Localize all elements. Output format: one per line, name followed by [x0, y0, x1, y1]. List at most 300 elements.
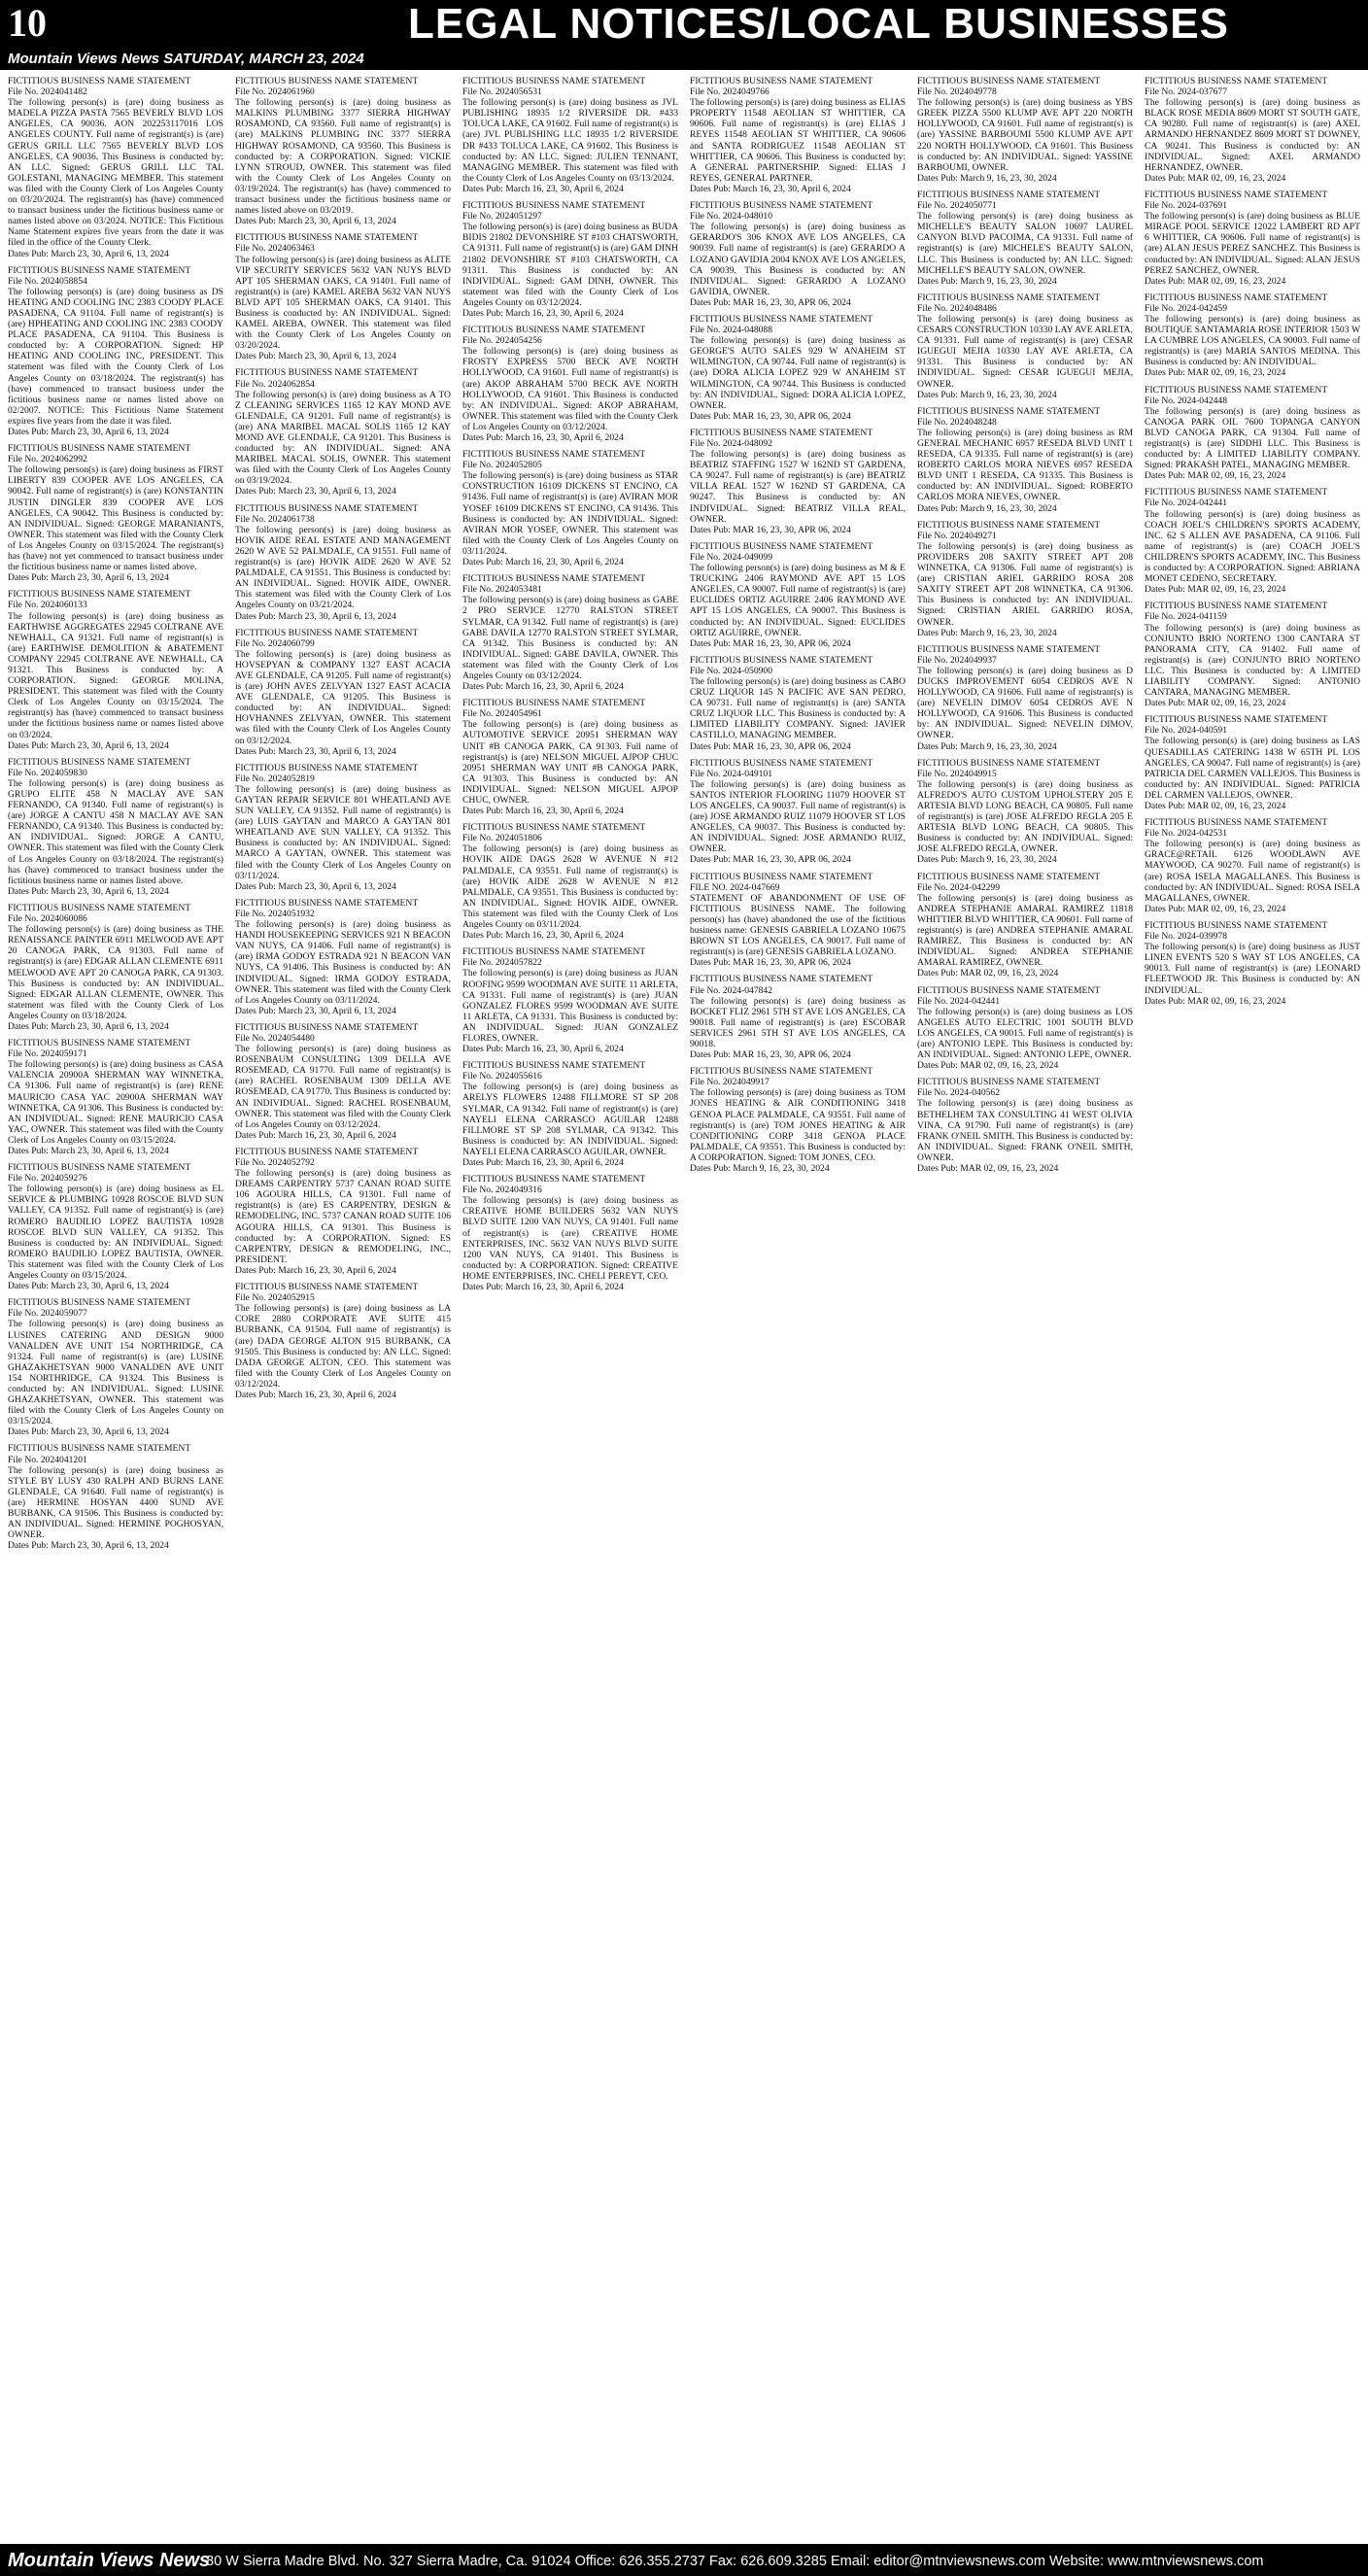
- notice-body: The following person(s) is (are) doing business as LA CORE 2880 CORPORATE AVE SUITE 415 BURBANK, CA 91504. Full name of registrant(s) is (are) DADA GEORGE ALTON 915 BURBANK, CA 91505. This Business is conducted by: AN LLC. Signed: DADA GEORGE ALTON, CEO. This statement was filed with the County Clerk of Los Angeles County on 03/12/2024.: [235, 1303, 451, 1390]
- notice-file-number: File No. 2024059171: [8, 1048, 87, 1060]
- notice-body: The following person(s) is (are) doing business as EL SERVICE & PLUMBING 10928 ROSCOE BLVD SUN VALLEY, CA 91352. Full name of registrant(s) is (are) ROMERO BAUDILIO LOPEZ BAUTISTA 10928 ROSCOE BLVD SUN VALLEY, CA 91352. This Business is conducted by: AN INDIVIDUAL. Signed: ROMERO BAUDILIO LOPEZ BAUTISTA, OWNER. This statement was filed with the County Clerk of Los Angeles County on 03/15/2024.: [8, 1184, 223, 1282]
- notice-heading: FICTITIOUS BUSINESS NAME STATEMENT: [235, 1282, 419, 1293]
- notice-file-number: File No. 2024052805: [462, 460, 542, 471]
- notice-file-number: File No. 2024055616: [462, 1071, 542, 1082]
- notice-publication-dates: Dates Pub: March 9, 16, 23, 30, 2024: [917, 389, 1057, 400]
- notice-publication-dates: Dates Pub: March 16, 23, 30, April 6, 2024: [235, 1264, 396, 1276]
- footer-contact-info: 80 W Sierra Madre Blvd. No. 327 Sierra Madre, Ca. 91024 Office: 626.355.2737 Fax: 626.609.3285 Email: editor@mtnviewsnews.com Website: www.mtnviewsnews.com: [206, 2554, 1264, 2569]
- notice-heading: FICTITIOUS BUSINESS NAME STATEMENT: [1145, 714, 1328, 726]
- notice-publication-dates: Dates Pub: March 23, 30, April 6, 13, 2024: [235, 880, 396, 892]
- notice-publication-dates: Dates Pub: March 16, 23, 30, April 6, 2024: [462, 930, 624, 942]
- notice-heading: FICTITIOUS BUSINESS NAME STATEMENT: [235, 232, 419, 244]
- legal-notice: [1145, 817, 1360, 914]
- notice-file-number: File No. 2024041201: [8, 1454, 87, 1465]
- notice-file-number: File No. 2024-042531: [1145, 828, 1228, 840]
- notice-body: The following person(s) is (are) doing business as MALKINS PLUMBING 3377 SIERRA HIGHWAY ROSAMOND, CA 93560. Full name of registrant(s) is (are) MALKINS PLUMBING INC 3377 SIERRA HIGHWAY ROSAMOND, CA 93560. This Business is conducted by: A CORPORATION. Signed: VICKIE LYNN STROUD, OWNER. This statement was filed with the County Clerk of Los Angeles County on 03/19/2024. The registrant(s) has (have) commenced to transact business under the fictitious business name or names listed above on 03/2019.: [235, 97, 451, 217]
- legal-notice: [462, 1174, 678, 1292]
- notice-file-number: File No. 2024061960: [235, 86, 315, 98]
- legal-notice: [235, 1147, 451, 1276]
- legal-notice: [690, 758, 906, 866]
- notice-body: The following person(s) is (are) doing business as BLUE MIRAGE POOL SERVICE 12022 LAMBERT RD APT 6 WHITTIER, CA 90606. Full name of registrant(s) is (are) ALAN JESUS PEREZ SANCHEZ. This Business is conducted by: AN INDIVIDUAL. Signed: ALAN JESUS PEREZ SANCHEZ, OWNER.: [1145, 211, 1360, 276]
- notice-body: The following person(s) is (are) doing business as DREAMS CARPENTRY 5737 CANAN ROAD SUITE 106 AGOURA HILLS, CA 91301. Full name of registrant(s) is (are) ES CARPENTRY, DESIGN & REMODELING, INC. 5737 CANAN ROAD SUITE 106 AGOURA HILLS, CA 91301. This Business is conducted by: A CORPORATION. Signed: ES CARPENTRY, DESIGN & REMODELING, INC., PRESIDENT.: [235, 1168, 451, 1265]
- notice-file-number: File No. 2024059830: [8, 767, 87, 778]
- notice-body: The following person(s) is (are) doing business as BOUTIQUE SANTAMARIA ROSE INTERIOR 1503 W LA CUMBRE LOS ANGELES, CA 90003. Full name of registrant(s) is (are) MARIA SANTOS MEDINA. This Business is conducted by: AN INDIVIDUAL.: [1145, 313, 1360, 368]
- legal-notice: [8, 589, 223, 750]
- legal-notice: [462, 76, 678, 194]
- masthead: [0, 0, 1368, 70]
- notice-body: The following person(s) is (are) doing business as DS HEATING AND COOLING INC 2383 COODY PLACE PASADENA, CA 91104. Full name of registrant(s) is (are) HPHEATING AND COOLING INC 2383 COODY PLACE PASADENA, CA 91104. This Business is conducted by: A CORPORATION. Signed: HP HEATING AND COOLING INC, PRESIDENT. This statement was filed with the County Clerk of Los Angeles County on 03/18/2024. The registrant(s) has (have) commenced to transact business under the fictitious business name or names listed above on 02/2007. NOTICE: This Fictitious Name Statement expires five years from the date it was filed.: [8, 286, 223, 427]
- notice-file-number: File No. 2024060799: [235, 637, 315, 649]
- notice-body: The following person(s) is (are) doing business as BUDA BIDIS 21802 DEVONSHIRE ST #103 CHATSWORTH, CA 91311. Full name of registrant(s) is (are) GAM DINH 21802 DEVONSHIRE ST #103 CHATSWORTH, CA 91311. This Business is conducted by: AN INDIVIDUAL. Signed: GAM DINH, OWNER. This statement was filed with the County Clerk of Los Angeles County on 03/12/2024.: [462, 222, 678, 308]
- notice-heading: FICTITIOUS BUSINESS NAME STATEMENT: [1145, 817, 1328, 829]
- notice-file-number: File No. 2024057822: [462, 957, 542, 969]
- legal-notice: [8, 1038, 223, 1156]
- notice-file-number: File No. 2024041482: [8, 86, 87, 98]
- notice-file-number: File No. 2024048486: [917, 302, 997, 314]
- notice-file-number: File No. 2024049316: [462, 1185, 542, 1196]
- notice-body: The following person(s) is (are) doing business as ELIAS PROPERTY 11548 AEOLIAN ST WHITTIER, CA 90606. Full name of registrant(s) is (are) ELIAS J REYES 11548 AEOLIAN ST WHITTIER, CA 90606 and SANTA RODRIGUEZ 11548 AEOLIAN ST WHITTIER, CA 90606. This Business is conducted by: A GENERAL PARTNERSHIP. Signed: ELIAS J REYES, GENERAL PARTNER.: [690, 97, 906, 184]
- notice-heading: FICTITIOUS BUSINESS NAME STATEMENT: [690, 313, 873, 325]
- notice-publication-dates: Dates Pub: March 16, 23, 30, April 6, 2024: [462, 1044, 624, 1055]
- notice-file-number: File No. 2024051932: [235, 908, 315, 919]
- notice-heading: FICTITIOUS BUSINESS NAME STATEMENT: [462, 822, 646, 834]
- footer-publication-name: Mountain Views News: [8, 2550, 211, 2571]
- notice-publication-dates: Dates Pub: MAR 02, 09, 16, 23, 2024: [1145, 172, 1286, 184]
- notice-heading: FICTITIOUS BUSINESS NAME STATEMENT: [8, 1443, 191, 1455]
- legal-notice: [8, 903, 223, 1032]
- notice-file-number: File No. 2024-047842: [690, 984, 773, 996]
- notice-body: The following person(s) is (are) doing business as CABO CRUZ LIQUOR 145 N PACIFIC AVE SAN PEDRO, CA 90731. Full name of registrant(s) is (are) SANTA CRUZ LIQUOR LLC. This Business is conducted by: A LIMITED LIABILITY COMPANY. Signed: JAVIER CASTILLO, MANAGING MEMBER.: [690, 675, 906, 741]
- notice-file-number: File No. 2024063463: [235, 243, 315, 255]
- notice-publication-dates: Dates Pub: March 16, 23, 30, April 6, 2024: [462, 307, 624, 319]
- notice-heading: FICTITIOUS BUSINESS NAME STATEMENT: [690, 871, 873, 882]
- legal-notice: [462, 698, 678, 816]
- notice-body: The following person(s) is (are) doing business as STYLE BY LUSY 430 RALPH AND BURNS LANE GLENDALE, CA 91640. Full name of registrant(s) is (are) HERMINE HOSYAN 4400 SUND AVE BURBANK, CA 91506. This Business is conducted by: AN INDIVIDUAL. Signed: HERMINE POGHOSYAN, OWNER.: [8, 1464, 223, 1541]
- notice-heading: FICTITIOUS BUSINESS NAME STATEMENT: [462, 946, 646, 958]
- legal-notice: [917, 406, 1133, 514]
- notice-file-number: File No. 2024054480: [235, 1032, 315, 1044]
- notice-heading: FICTITIOUS BUSINESS NAME STATEMENT: [1145, 487, 1328, 498]
- notice-heading: FICTITIOUS BUSINESS NAME STATEMENT: [1145, 292, 1328, 303]
- notice-heading: FICTITIOUS BUSINESS NAME STATEMENT: [690, 974, 873, 985]
- notice-heading: FICTITIOUS BUSINESS NAME STATEMENT: [8, 589, 191, 601]
- legal-notice: [8, 265, 223, 438]
- notice-publication-dates: Dates Pub: March 23, 30, April 6, 13, 2024: [235, 486, 396, 498]
- notice-publication-dates: Dates Pub: March 23, 30, April 6, 13, 2024: [8, 1281, 169, 1292]
- notice-heading: FICTITIOUS BUSINESS NAME STATEMENT: [917, 871, 1101, 882]
- legal-notice: [8, 1162, 223, 1291]
- notice-publication-dates: Dates Pub: MAR 16, 23, 30, APR 06, 2024: [690, 410, 851, 422]
- notice-publication-dates: Dates Pub: MAR 02, 09, 16, 23, 2024: [1145, 470, 1286, 482]
- notice-file-number: File No. 2024054961: [462, 708, 542, 720]
- notice-file-number: File No. 2024-039978: [1145, 931, 1228, 943]
- notice-body: The following person(s) is (are) doing business as HOVIK AIDE REAL ESTATE AND MANAGEMENT 2620 W AVE 52 PALMDALE, CA 91551. Full name of registrant(s) is (are) HOVIK AIDE 2620 W AVE 52 PALMDALE, CA 91551. This Business is conducted by: AN INDIVIDUAL. Signed: HOVIK AIDE, OWNER. This statement was filed with the County Clerk of Los Angeles County on 03/21/2024.: [235, 524, 451, 611]
- notice-body: The following person(s) is (are) doing business as GRUPO ELITE 458 N MACLAY AVE SAN FERNANDO, CA 91340. Full name of registrant(s) is (are) JORGE A CANTU 458 N MACLAY AVE SAN FERNANDO, CA 91340. This Business is conducted by: AN INDIVIDUAL. Signed: JORGE A CANTU, OWNER. This statement was filed with the County Clerk of Los Angeles County on 03/18/2024. The registrant(s) has (have) commenced to transact business under the fictitious business name or names listed above.: [8, 777, 223, 886]
- notice-body: The following person(s) is (are) doing business as ANDREA STEPHANIE AMARAL RAMIREZ 11818 WHITTIER BLVD WHITTIER, CA 90601. Full name of registrant(s) is (are) ANDREA STEPHANIE AMARAL RAMIREZ. This Business is conducted by: AN INDIVIDUAL. Signed: ANDREA STEPHANIE AMARAL RAMIREZ, OWNER.: [917, 892, 1133, 969]
- page-number: 10: [8, 1, 47, 45]
- column-2: [235, 76, 451, 2536]
- legal-notice: [690, 314, 906, 422]
- notice-file-number: File No. 2024056531: [462, 86, 542, 98]
- legal-notice: [690, 541, 906, 649]
- notice-file-number: File No. 2024049937: [917, 654, 997, 666]
- notice-publication-dates: Dates Pub: MAR 02, 09, 16, 23, 2024: [1145, 698, 1286, 709]
- legal-notice: [917, 292, 1133, 400]
- notice-body: The following person(s) is (are) doing business as BOCKET FLIZ 2961 5TH ST AVE LOS ANGELES, CA 90018. Full name of registrant(s) is (are) ESCOBAR SERVICES 2961 5TH ST AVE LOS ANGELES, CA 90018.: [690, 995, 906, 1049]
- notice-body: The following person(s) is (are) doing business as LOS ANGELES AUTO ELECTRIC 1001 SOUTH BLVD LOS ANGELES, CA 90015. Full name of registrant(s) is (are) ANTONIO LEPE. This Business is conducted by: AN INDIVIDUAL. Signed: ANTONIO LEPE, OWNER.: [917, 1006, 1133, 1061]
- notice-file-number: File No. 2024049778: [917, 86, 997, 98]
- legal-notice: [1145, 601, 1360, 708]
- notice-body: The following person(s) is (are) doing business as CANOGA PARK OIL 7600 TOPANGA CANYON BLVD CANOGA PARK, CA 91304. Full name of registrant(s) is (are) SIDDHI LLC. This Business is conducted by: A LIMITED LIABILITY COMPANY. Signed: PRAKASH PATEL, MANAGING MEMBER.: [1145, 405, 1360, 471]
- notice-file-number: File No. 2024049271: [917, 530, 997, 541]
- notice-publication-dates: Dates Pub: MAR 16, 23, 30, APR 06, 2024: [690, 524, 851, 535]
- notice-file-number: File No. 2024-037691: [1145, 200, 1228, 212]
- notice-publication-dates: Dates Pub: March 9, 16, 23, 30, 2024: [917, 627, 1057, 638]
- notice-heading: FICTITIOUS BUSINESS NAME STATEMENT: [690, 200, 873, 212]
- notice-body: The following person(s) is (are) doing business as HOVIK AIDE DAGS 2628 W AVENUE N #12 PALMDALE, CA 93551. Full name of registrant(s) is (are) HOVIK AIDE 2628 W AVENUE N #12 PALMDALE, CA 93551. This Business is conducted by: AN INDIVIDUAL. Signed: HOVIK AIDE, OWNER. This statement was filed with the County Clerk of Los Angeles County on 03/11/2024.: [462, 843, 678, 931]
- notice-publication-dates: Dates Pub: March 23, 30, April 6, 13, 2024: [8, 1540, 169, 1552]
- legal-notice: [690, 872, 906, 969]
- section-title: LEGAL NOTICES/LOCAL BUSINESSES: [408, 0, 1229, 48]
- notice-file-number: File No. 2024050771: [917, 200, 997, 212]
- notice-publication-dates: Dates Pub: March 23, 30, April 6, 13, 2024: [235, 1005, 396, 1016]
- notice-heading: FICTITIOUS BUSINESS NAME STATEMENT: [235, 762, 419, 773]
- notice-file-number: File No. 2024051297: [462, 211, 542, 223]
- notice-heading: FICTITIOUS BUSINESS NAME STATEMENT: [1145, 919, 1328, 931]
- legal-notice: [917, 644, 1133, 752]
- notice-body: The following person(s) is (are) doing business as ARELYS FLOWERS 12488 FILLMORE ST SP 208 SYLMAR, CA 91342. Full name of registrant(s) is (are) NAYELI ELENA CARRASCO AGUILAR 12488 FILLMORE ST SP 208 SYLMAR, CA 91342. This Business is conducted by: AN INDIVIDUAL. Signed: NAYELI ELENA CARRASCO AGUILAR, OWNER.: [462, 1082, 678, 1157]
- legal-notice: [917, 520, 1133, 638]
- notice-file-number: File No. 2024054256: [462, 335, 542, 347]
- notice-body: The following person(s) is (are) doing business as GAYTAN REPAIR SERVICE 801 WHEATLAND AVE SUN VALLEY, CA 91352. Full name of registrant(s) is (are) LUIS GAYTAN and MARCO A GAYTAN 801 WHEATLAND AVE SUN VALLEY, CA 91352. This Business is conducted by: AN INDIVIDUAL. Signed: MARCO A GAYTAN, OWNER. This statement was filed with the County Clerk of Los Angeles County on 03/11/2024.: [235, 783, 451, 881]
- legal-notice: [917, 76, 1133, 184]
- notice-publication-dates: Dates Pub: March 23, 30, April 6, 13, 2024: [8, 248, 169, 259]
- notice-publication-dates: Dates Pub: March 9, 16, 23, 30, 2024: [917, 854, 1057, 866]
- notice-body: The following person(s) is (are) doing business as EARTHWISE AGGREGATES 22945 COLTRANE AVE NEWHALL, CA 91321. Full name of registrant(s) is (are) EARTHWISE DEMOLITION & ABATEMENT COMPANY 22945 COLTRANE AVE NEWHALL, CA 91321. This Business is conducted by: A CORPORATION. Signed: GEORGE MOLINA, PRESIDENT. This statement was filed with the County Clerk of Los Angeles County on 03/15/2024. The registrant(s) has (have) commenced to transact business under the fictitious business name or names listed above on 03/2024.: [8, 610, 223, 740]
- notice-heading: FICTITIOUS BUSINESS NAME STATEMENT: [462, 698, 646, 709]
- notice-body: The following person(s) is (are) doing business as ROSENBAUM CONSULTING 1309 DELLA AVE ROSEMEAD, CA 91770. Full name of registrant(s) is (are) RACHEL ROSENBAUM 1309 DELLA AVE ROSEMEAD, CA 91770. This Business is conducted by: AN INDIVIDUAL. Signed: RACHEL ROSENBAUM, OWNER. This statement was filed with the County Clerk of Los Angeles County on 03/12/2024.: [235, 1044, 451, 1130]
- notice-heading: FICTITIOUS BUSINESS NAME STATEMENT: [8, 902, 191, 913]
- notice-heading: FICTITIOUS BUSINESS NAME STATEMENT: [690, 76, 873, 86]
- notice-heading: FICTITIOUS BUSINESS NAME STATEMENT: [462, 325, 646, 336]
- notice-heading: FICTITIOUS BUSINESS NAME STATEMENT: [917, 76, 1101, 86]
- legal-notice: [235, 628, 451, 757]
- notice-heading: FICTITIOUS BUSINESS NAME STATEMENT: [8, 264, 191, 276]
- notice-publication-dates: Dates Pub: March 16, 23, 30, April 6, 2024: [690, 183, 851, 194]
- legal-notice: [462, 946, 678, 1054]
- legal-notice: [235, 763, 451, 892]
- notice-heading: FICTITIOUS BUSINESS NAME STATEMENT: [8, 756, 191, 768]
- notice-file-number: File No. 2024051806: [462, 833, 542, 844]
- legal-notice: [1145, 292, 1360, 379]
- notice-body: The following person(s) is (are) doing business as CESARS CONSTRUCTION 10330 LAY AVE ARLETA, CA 91331. Full name of registrant(s) is (are) CESAR IGUEGUI MEJIA 10330 LAY AVE ARLETA, CA 91331. This Business is conducted by: AN INDIVIDUAL. Signed: CESAR IGUEGUI MEJIA, OWNER.: [917, 313, 1133, 390]
- notice-body: The following person(s) is (are) doing business as HANDI HOUSEKEEPING SERVICES 921 N BEACON VAN NUYS, CA 91406. Full name of registrant(s) is (are) IRMA GODOY ESTRADA 921 N BEACON VAN NUYS, CA 91406. This Business is conducted by: AN INDIVIDUAL. Signed: IRMA GODOY ESTRADA, OWNER. This statement was filed with the County Clerk of Los Angeles County on 03/11/2024.: [235, 919, 451, 1006]
- notice-heading: FICTITIOUS BUSINESS NAME STATEMENT: [917, 757, 1101, 769]
- notice-file-number: File No. 2024062854: [235, 378, 315, 390]
- legal-notice: [462, 573, 678, 692]
- notice-body: The following person(s) is (are) doing business as FIRST LIBERTY 839 COOPER AVE LOS ANGELES, CA 90042. Full name of registrant(s) is (are) KONSTANTIN JUSTIN DINGLER 839 COOPER AVE LOS ANGELES, CA 90042. This Business is conducted by: AN INDIVIDUAL. Signed: GEORGE MARANIANTS, OWNER. This statement was filed with the County Clerk of Los Angeles County on 03/15/2024. The registrant(s) has (have) not yet commenced to transact business under the fictitious business name or names listed above.: [8, 464, 223, 573]
- notice-publication-dates: Dates Pub: March 23, 30, April 6, 13, 2024: [8, 1020, 169, 1032]
- notice-file-number: File No. 2024-041159: [1145, 611, 1227, 623]
- notice-body: The following person(s) is (are) doing business as AUTOMOTIVE SERVICE 20951 SHERMAN WAY UNIT #B CANOGA PARK, CA 91303. Full name of registrant(s) is (are) NELSON MIGUEL AJPOP CHUC 20951 SHERMAN WAY UNIT #B CANOGA PARK, CA 91303. This Business is conducted by: AN INDIVIDUAL. Signed: NELSON MIGUEL AJPOP CHUC, OWNER.: [462, 719, 678, 806]
- notice-heading: FICTITIOUS BUSINESS NAME STATEMENT: [690, 427, 873, 438]
- notice-file-number: File No. 2024-040591: [1145, 725, 1228, 737]
- legal-notice: [462, 325, 678, 443]
- notice-body: The following person(s) is (are) doing business as YBS GREEK PIZZA 5500 KLUMP AVE APT 220 NORTH HOLLYWOOD, CA 91601. Full name of registrant(s) is (are) YASSINE BARBOUMI 5500 KLUMP AVE APT 220 NORTH HOLLYWOOD, CA 91601. This Business is conducted by: AN INDIVIDUAL. Signed: YASSINE BARBOUMI, OWNER.: [917, 97, 1133, 173]
- notice-heading: FICTITIOUS BUSINESS NAME STATEMENT: [1145, 601, 1328, 612]
- notice-heading: FICTITIOUS BUSINESS NAME STATEMENT: [690, 654, 873, 666]
- notice-file-number: File No. 2024-042459: [1145, 302, 1228, 314]
- notice-publication-dates: Dates Pub: MAR 16, 23, 30, APR 06, 2024: [690, 1049, 851, 1061]
- notice-heading: FICTITIOUS BUSINESS NAME STATEMENT: [8, 1297, 191, 1309]
- notice-publication-dates: Dates Pub: March 23, 30, April 6, 13, 2024: [235, 745, 396, 757]
- notice-file-number: File No. 2024049915: [917, 768, 997, 779]
- notice-file-number: File No. 2024-049101: [690, 768, 773, 779]
- notice-file-number: File No. 2024052915: [235, 1292, 315, 1304]
- notice-body: The following person(s) is (are) doing business as COACH JOEL'S CHILDREN'S SPORTS ACADEMY, INC. 62 S ALLEN AVE PASADENA, CA 91106. Full name of registrant(s) is (are) COACH JOEL'S CHILDREN'S SPORTS ACADEMY, INC. This Business is conducted by: A CORPORATION. Signed: ABRIANA MONET CEDENO, SECRETARY.: [1145, 508, 1360, 585]
- notice-body: The following person(s) is (are) doing business as FROSTY EXPRESS 5700 BECK AVE NORTH HOLLYWOOD, CA 91601. Full name of registrant(s) is (are) AKOP ABRAHAM 5700 BECK AVE NORTH HOLLYWOOD, CA 91601. This Business is conducted by: AN INDIVIDUAL. Signed: AKOP ABRAHAM, OWNER. This statement was filed with the County Clerk of Los Angeles County on 03/12/2024.: [462, 346, 678, 432]
- legal-notice: [8, 757, 223, 897]
- notice-publication-dates: Dates Pub: March 16, 23, 30, April 6, 2024: [462, 681, 624, 693]
- notice-publication-dates: Dates Pub: March 9, 16, 23, 30, 2024: [917, 172, 1057, 184]
- notice-body: STATEMENT OF ABANDONMENT OF USE OF FICTITIOUS BUSINESS NAME. The following person(s) has (have) abandoned the use of the fictitious business name: GENESIS GABRIELA LOZANO 10675 BROWN ST LOS ANGELES, CA 90017. Full name of registrant(s) is (are) GENESIS GABRIELA LOZANO.: [690, 892, 906, 958]
- notice-heading: FICTITIOUS BUSINESS NAME STATEMENT: [8, 443, 191, 455]
- notice-body: The following person(s) is (are) doing business as LUSINES CATERING AND DESIGN 9000 VANALDEN AVE UNIT 154 NORTHRIDGE, CA 91324. Full name of registrant(s) is (are) LUSINE GHAZAKHETSYAN 9000 VANALDEN AVE UNIT 154 NORTHRIDGE, CA 91324. This Business is conducted by: AN INDIVIDUAL. Signed: LUSINE GHAZAKHETSYAN, OWNER. This statement was filed with the County Clerk of Los Angeles County on 03/15/2024.: [8, 1319, 223, 1427]
- notice-publication-dates: Dates Pub: MAR 02, 09, 16, 23, 2024: [917, 1163, 1059, 1174]
- notices-columns: [8, 76, 1360, 2536]
- notice-body: The following person(s) is (are) doing business as HOVSEPYAN & COMPANY 1327 EAST ACACIA AVE GLENDALE, CA 91205. Full name of registrant(s) is (are) JOHN AVES ZELVYAN 1327 EAST ACACIA AVE GLENDALE, CA 91205. This Business is conducted by: AN INDIVIDUAL. Signed: HOVHANNES ZELVYAN, OWNER. This statement was filed with the County Clerk of Los Angeles County on 03/12/2024.: [235, 648, 451, 746]
- legal-notice: [235, 76, 451, 226]
- notice-file-number: File No. 2024060086: [8, 913, 87, 925]
- notice-file-number: File No. 2024-048010: [690, 211, 773, 223]
- notice-heading: FICTITIOUS BUSINESS NAME STATEMENT: [917, 1077, 1101, 1088]
- notice-file-number: File No. 2024-040562: [917, 1087, 1001, 1099]
- legal-notice: [462, 449, 678, 567]
- notice-publication-dates: Dates Pub: March 16, 23, 30, April 6, 2024: [462, 557, 624, 568]
- notice-body: The following person(s) is (are) doing business as A TO Z CLEANING SERVICES 1165 12 KAY MOND AVE GLENDALE, CA 91201. Full name of registrant(s) is (are) ANA MARIBEL MACAL SOLIS 1165 12 KAY MOND AVE GLENDALE, CA 91201. This Business is conducted by: AN INDIVIDUAL. Signed: ANA MARIBEL MACAL SOLIS, OWNER. This statement was filed with the County Clerk of Los Angeles County on 03/19/2024.: [235, 389, 451, 487]
- legal-notice: [1145, 76, 1360, 184]
- notice-body: The following person(s) is (are) doing business as CREATIVE HOME BUILDERS 5632 VAN NUYS BLVD SUITE 1200 VAN NUYS, CA 91401. Full name of registrant(s) is (are) CREATIVE HOME ENTERPRISES, INC. 5632 VAN NUYS BLVD SUITE 1200 VAN NUYS, CA 91401. This Business is conducted by: A CORPORATION. Signed: CREATIVE HOME ENTERPRISES, INC. CHELI PEREYT, CEO.: [462, 1195, 678, 1282]
- notice-body: The following person(s) is (are) doing business as SANTOS INTERIOR FLOORING 11079 HOOVER ST LOS ANGELES, CA 90037. Full name of registrant(s) is (are) JOSE ARMANDO RUIZ 11079 HOOVER ST LOS ANGELES, CA 90037. This Business is conducted by: AN INDIVIDUAL. Signed: JOSE ARMANDO RUIZ, OWNER.: [690, 778, 906, 855]
- notice-publication-dates: Dates Pub: MAR 02, 09, 16, 23, 2024: [1145, 275, 1286, 287]
- notice-file-number: File No. 2024-037677: [1145, 86, 1228, 98]
- notice-body: The following person(s) is (are) doing business as BETHELHEM TAX CONSULTING 41 WEST OLIVIA VINA, CA 91790. Full name of registrant(s) is (are) FRANK O'NEIL SMITH. This Business is conducted by: AN INDIVIDUAL. Signed: FRANK O'NEIL SMITH, OWNER.: [917, 1098, 1133, 1163]
- legal-notice: [1145, 189, 1360, 287]
- legal-notice: [235, 232, 451, 361]
- notice-publication-dates: Dates Pub: March 16, 23, 30, April 6, 2024: [462, 1157, 624, 1168]
- notice-heading: FICTITIOUS BUSINESS NAME STATEMENT: [235, 76, 419, 86]
- notice-file-number: File No. 2024059276: [8, 1173, 87, 1185]
- notice-file-number: File No. 2024-042441: [1145, 498, 1228, 509]
- notice-publication-dates: Dates Pub: March 9, 16, 23, 30, 2024: [917, 275, 1057, 287]
- notice-body: The following person(s) is (are) doing business as RM GENERAL MECHANIC 6957 RESEDA BLVD UNIT 1 RESEDA, CA 91335. Full name of registrant(s) is (are) ROBERTO CARLOS MORA NIEVES 6957 RESEDA BLVD UNIT 1 RESEDA, CA 91335. This Business is conducted by: AN INDIVIDUAL. Signed: ROBERTO CARLOS MORA NIEVES, OWNER.: [917, 427, 1133, 503]
- legal-notice: [1145, 385, 1360, 482]
- notice-file-number: File No. 2024-048092: [690, 438, 773, 449]
- legal-notice: [690, 200, 906, 308]
- legal-notice: [235, 1282, 451, 1400]
- notice-publication-dates: Dates Pub: March 16, 23, 30, April 6, 2024: [462, 1282, 624, 1293]
- notice-publication-dates: Dates Pub: March 9, 16, 23, 30, 2024: [917, 502, 1057, 514]
- notice-publication-dates: Dates Pub: March 23, 30, April 6, 13, 2024: [8, 427, 169, 437]
- notice-body: The following person(s) is (are) doing business as BLACK ROSE MEDIA 8609 MORT ST SOUTH GATE, CA 90280. Full name of registrant(s) is (are) AXEL ARMANDO HERNANDEZ 8609 MORT ST DOWNEY, CA 90241. This Business is conducted by: AN INDIVIDUAL. Signed: AXEL ARMANDO HERNANDEZ, OWNER.: [1145, 97, 1360, 173]
- notice-publication-dates: Dates Pub: March 23, 30, April 6, 13, 2024: [8, 739, 169, 751]
- notice-file-number: File No. 2024060133: [8, 600, 87, 611]
- publication-date-line: Mountain Views News SATURDAY, MARCH 23, 2024: [8, 51, 364, 67]
- notice-file-number: File No. 2024052792: [235, 1157, 315, 1168]
- notice-body: The following person(s) is (are) doing business as M & E TRUCKING 2406 RAYMOND AVE APT 15 LOS ANGELES, CA 90007. Full name of registrant(s) is (are) EUCLIDES ORTIZ AGUIRRE 2406 RAYMOND AVE APT 15 LOS ANGELES, CA 90007. This Business is conducted by: AN INDIVIDUAL. Signed: EUCLIDES ORTIZ AGUIRRE, OWNER.: [690, 563, 906, 638]
- notice-file-number: File No. 2024059077: [8, 1308, 87, 1320]
- notice-publication-dates: Dates Pub: MAR 02, 09, 16, 23, 2024: [1145, 584, 1286, 596]
- legal-notice: [1145, 714, 1360, 811]
- notice-publication-dates: Dates Pub: March 9, 16, 23, 30, 2024: [690, 1163, 830, 1174]
- notice-heading: FICTITIOUS BUSINESS NAME STATEMENT: [235, 1146, 419, 1157]
- notice-heading: FICTITIOUS BUSINESS NAME STATEMENT: [235, 1021, 419, 1033]
- column-4: [690, 76, 906, 2536]
- notice-file-number: File No. 2024049917: [690, 1077, 770, 1088]
- notice-heading: FICTITIOUS BUSINESS NAME STATEMENT: [8, 76, 191, 86]
- notice-file-number: File No. 2024061738: [235, 513, 315, 525]
- notice-publication-dates: Dates Pub: March 23, 30, April 6, 13, 2024: [8, 572, 169, 584]
- notice-heading: FICTITIOUS BUSINESS NAME STATEMENT: [690, 540, 873, 552]
- notice-file-number: File No. 2024058854: [8, 275, 87, 287]
- notice-heading: FICTITIOUS BUSINESS NAME STATEMENT: [917, 189, 1101, 200]
- notice-body: The following person(s) is (are) doing business as MICHELLE'S BEAUTY SALON 10697 LAUREL CANYON BLVD PACOIMA, CA 91331. Full name of registrant(s) is (are) MICHELE'S BEAUTY SALON, LLC. This Business is conducted by: AN LLC. Signed: MICHELLE'S BEAUTY SALON, OWNER.: [917, 211, 1133, 276]
- legal-notice: [235, 1022, 451, 1141]
- notice-publication-dates: Dates Pub: MAR 16, 23, 30, APR 06, 2024: [690, 296, 851, 308]
- legal-notice: [917, 1077, 1133, 1174]
- notice-heading: FICTITIOUS BUSINESS NAME STATEMENT: [1145, 76, 1328, 86]
- notice-publication-dates: Dates Pub: March 23, 30, April 6, 13, 2024: [8, 1426, 169, 1438]
- notice-body: The following person(s) is (are) doing business as JVL PUBLISHING 18935 1/2 RIVERSIDE DR. #433 TOLUCA LAKE, CA 91602. Full name of registrant(s) is (are) JVL PUBLISHING LLC 18935 1/2 RIVERSIDE DR #433 TOLUCA LAKE, CA 91602. This Business is conducted by: AN LLC. Signed: JULIEN TENNANT, MANAGING MEMBER. This statement was filed with the County Clerk of Los Angeles County on 03/13/2024.: [462, 97, 678, 184]
- notice-publication-dates: Dates Pub: MAR 16, 23, 30, APR 06, 2024: [690, 637, 851, 649]
- notice-file-number: File No. 2024053481: [462, 584, 542, 596]
- notice-publication-dates: Dates Pub: MAR 16, 23, 30, APR 06, 2024: [690, 854, 851, 866]
- notice-file-number: File No. 2024049766: [690, 86, 770, 98]
- notice-heading: FICTITIOUS BUSINESS NAME STATEMENT: [462, 1174, 646, 1185]
- legal-notice: [235, 898, 451, 1016]
- notice-publication-dates: Dates Pub: March 16, 23, 30, April 6, 2024: [235, 1389, 396, 1400]
- notice-file-number: File No. 2024-042441: [917, 995, 1001, 1007]
- legal-notice: [917, 189, 1133, 287]
- notice-body: The following person(s) is (are) doing business as STAR CONSTRUCTION 16109 DICKENS ST ENCINO, CA 91436. Full name of registrant(s) is (are) AVIRAN MOR YOSEF 16109 DICKENS ST ENCINO, CA 91436. This Business is conducted by: AN INDIVIDUAL. Signed: AVIRAN MOR YOSEF, OWNER. This statement was filed with the County Clerk of Los Angeles County on 03/11/2024.: [462, 470, 678, 557]
- notice-heading: FICTITIOUS BUSINESS NAME STATEMENT: [1145, 189, 1328, 200]
- notice-publication-dates: Dates Pub: MAR 16, 23, 30, APR 06, 2024: [690, 957, 851, 969]
- notice-heading: FICTITIOUS BUSINESS NAME STATEMENT: [690, 1066, 873, 1078]
- legal-notice: [1145, 920, 1360, 1007]
- notice-file-number: File No. 2024-042299: [917, 881, 1001, 893]
- legal-notice: [235, 503, 451, 622]
- column-6: [1145, 76, 1360, 2536]
- notice-heading: FICTITIOUS BUSINESS NAME STATEMENT: [235, 897, 419, 909]
- notice-body: The following person(s) is (are) doing business as JUST LINEN EVENTS 520 S WAY ST LOS ANGELES, CA 90013. Full name of registrant(s) is (are) LEONARD FLEETWOOD JR. This Business is conducted by: AN INDIVIDUAL.: [1145, 942, 1360, 996]
- notice-heading: FICTITIOUS BUSINESS NAME STATEMENT: [917, 292, 1101, 303]
- notice-body: The following person(s) is (are) doing business as LAS QUESADILLAS CATERING 1438 W 65TH PL LOS ANGELES, CA 90047. Full name of registrant(s) is (are) PATRICIA DEL CARMEN VALLEJOS. This Business is conducted by: AN INDIVIDUAL. Signed: PATRICIA DEL CARMEN VALLEJOS, OWNER.: [1145, 736, 1360, 801]
- legal-notice: [690, 655, 906, 752]
- notice-file-number: File No. 2024-050900: [690, 665, 773, 676]
- legal-notice: [462, 200, 678, 319]
- legal-notice: [235, 367, 451, 497]
- notice-file-number: File No. 2024052819: [235, 773, 315, 784]
- notice-publication-dates: Dates Pub: March 16, 23, 30, April 6, 2024: [462, 183, 624, 194]
- legal-notice: [8, 1297, 223, 1437]
- notice-heading: FICTITIOUS BUSINESS NAME STATEMENT: [8, 1038, 191, 1049]
- legal-notice: [690, 428, 906, 535]
- legal-notice: [1145, 487, 1360, 595]
- notice-body: The following person(s) is (are) doing business as PROVIDERS 208 SAXITY STREET APT 208 WINNETKA, CA 91306. Full name of registrant(s) is (are) CRISTIAN ARIEL GARRIDO ROSA 208 SAXITY STREET APT 208 WINNETKA, CA 91306. This Business is conducted by: AN INDIVIDUAL. Signed: CRISTIAN ARIEL GARRIDO ROSA, OWNER.: [917, 540, 1133, 628]
- notice-body: The following person(s) is (are) doing business as ALFREDO'S AUTO CUSTOM UPHOLSTERY 205 E ARTESIA BLVD LONG BEACH, CA 90805. Full name of registrant(s) is (are) JOSE ALFREDO REGLA 205 E ARTESIA BLVD LONG BEACH, CA 90805. This Business is conducted by: AN INDIVIDUAL. Signed: JOSE ALFREDO REGLA, OWNER.: [917, 778, 1133, 855]
- legal-notice: [8, 443, 223, 583]
- notice-body: The following person(s) is (are) doing business as CONJUNTO BRIO NORTENO 1300 CANTARA ST PANORAMA CITY, CA 91402. Full name of registrant(s) is (are) CONJUNTO BRIO NORTENO LLC. This Business is conducted by: A LIMITED LIABILITY COMPANY. Signed: ANTONIO CANTARA, MANAGING MEMBER.: [1145, 622, 1360, 699]
- legal-notice: [690, 974, 906, 1060]
- notice-publication-dates: Dates Pub: March 9, 16, 23, 30, 2024: [917, 740, 1057, 752]
- legal-notice: [8, 76, 223, 259]
- notice-publication-dates: Dates Pub: MAR 02, 09, 16, 23, 2024: [917, 968, 1059, 979]
- notice-file-number: File No. 2024062992: [8, 454, 87, 465]
- notice-publication-dates: Dates Pub: March 23, 30, April 6, 13, 2024: [8, 1146, 169, 1156]
- notice-body: The following person(s) is (are) doing business as MADELA PIZZA PASTA 7565 BEVERLY BLVD LOS ANGELES, CA 90036. AON 202253117016 LOS ANGELES COUNTY. Full name of registrant(s) is (are) GERUS GRILL LLC 7565 BEVERLY BLVD LOS ANGELES, CA 90036. This Business is conducted by: AN LLC. Signed: GERUS GRILL LLC TAL GOLESTANI, MANAGING MEMBER. This statement was filed with the County Clerk of Los Angeles County on 03/20/2024. The registrant(s) has (have) commenced to transact business under the fictitious business name or names listed above on 03/2024. NOTICE: This Fictitious Name Statement expires five years from the date it was filed in the office of the County Clerk.: [8, 97, 223, 249]
- column-3: [462, 76, 678, 2536]
- notice-body: The following person(s) is (are) doing business as GABE 2 PRO SERVICE 12770 RALSTON STREET SYLMAR, CA 91342. Full name of registrant(s) is (are) GABE DAVILA 12770 RALSTON STREET SYLMAR, CA 91342. This Business is conducted by: AN INDIVIDUAL. Signed: GABE DAVILA, OWNER. This statement was filed with the County Clerk of Los Angeles County on 03/12/2024.: [462, 595, 678, 681]
- notice-publication-dates: Dates Pub: March 16, 23, 30, April 6, 2024: [462, 806, 624, 817]
- notice-publication-dates: Dates Pub: MAR 02, 09, 16, 23, 2024: [917, 1060, 1059, 1072]
- legal-notice: [917, 872, 1133, 979]
- notice-body: The following person(s) is (are) doing business as BEATRIZ STAFFING 1527 W 162ND ST GARDENA, CA 90247. Full name of registrant(s) is (are) BEATRIZ VILLA REAL 1527 W 162ND ST GARDENA, CA 90247. This Business is conducted by: AN INDIVIDUAL. Signed: BEATRIZ VILLA REAL, OWNER.: [690, 449, 906, 525]
- notice-heading: FICTITIOUS BUSINESS NAME STATEMENT: [235, 367, 419, 379]
- legal-notice: [917, 758, 1133, 866]
- legal-notice: [690, 1066, 906, 1174]
- notice-file-number: File No. 2024048248: [917, 416, 997, 428]
- notice-file-number: FILE NO. 2024-047669: [690, 881, 780, 893]
- notice-body: The following person(s) is (are) doing business as CASA VALENCIA 20900A SHERMAN WAY WINNETKA, CA 91306. Full name of registrant(s) is (are) RENE MAURICIO CASA YAC 20900A SHERMAN WAY WINNETKA, CA 91306. This Business is conducted by: AN INDIVIDUAL. Signed: RENE MAURICIO CASA YAC, OWNER. This statement was filed with the County Clerk of Los Angeles County on 03/15/2024.: [8, 1059, 223, 1146]
- column-5: [917, 76, 1133, 2536]
- notice-file-number: File No. 2024-048088: [690, 325, 773, 336]
- notice-publication-dates: Dates Pub: MAR 02, 09, 16, 23, 2024: [1145, 801, 1286, 811]
- notice-publication-dates: Dates Pub: MAR 02, 09, 16, 23, 2024: [1145, 903, 1286, 914]
- notice-heading: FICTITIOUS BUSINESS NAME STATEMENT: [235, 502, 419, 514]
- notice-heading: FICTITIOUS BUSINESS NAME STATEMENT: [235, 627, 419, 638]
- notice-body: The following person(s) is (are) doing business as TOM JONES HEATING & AIR CONDITIONING 3418 GENOA PLACE PALMDALE, CA 93551. Full name of registrant(s) is (are) TOM JONES HEATING & AIR CONDITIONING CORP 3418 GENOA PLACE PALMDALE, CA 93551. This Business is conducted by: A CORPORATION. Signed: TOM JONES, CEO.: [690, 1087, 906, 1163]
- notice-publication-dates: Dates Pub: MAR 02, 09, 16, 23, 2024: [1145, 367, 1286, 379]
- notice-body: The following person(s) is (are) doing business as THE RENAISSANCE PAINTER 6911 MELWOOD AVE APT 20 CANOGA PARK, CA 91303. Full name of registrant(s) is (are) EDGAR ALLAN CLEMENTE 6911 MELWOOD AVE APT 20 CANOGA PARK, CA 91303. This Business is conducted by: AN INDIVIDUAL. Signed: EDGAR ALLAN CLEMENTE, OWNER. This statement was filed with the County Clerk of Los Angeles County on 03/18/2024.: [8, 924, 223, 1021]
- legal-notice: [462, 1060, 678, 1168]
- notice-body: The following person(s) is (are) doing business as GRACE@RETAIL 6126 WOODLAWN AVE MAYWOOD, CA 90270. Full name of registrant(s) is (are) ROSA ISELA MAGALLANES. This Business is conducted by: AN INDIVIDUAL. Signed: ROSA ISELA MAGALLANES, OWNER.: [1145, 839, 1360, 904]
- notice-heading: FICTITIOUS BUSINESS NAME STATEMENT: [462, 1060, 646, 1072]
- notice-heading: FICTITIOUS BUSINESS NAME STATEMENT: [462, 449, 646, 461]
- notice-body: The following person(s) is (are) doing business as ALITE VIP SECURITY SERVICES 5632 VAN NUYS BLVD APT 105 SHERMAN OAKS, CA 91401. Full name of registrant(s) is (are) KAMEL AREBA 5632 VAN NUYS BLVD APT 105 SHERMAN OAKS, CA 91401. This Business is conducted by: AN INDIVIDUAL. Signed: KAMEL AREBA, OWNER. This statement was filed with the County Clerk of Los Angeles County on 03/20/2024.: [235, 254, 451, 352]
- notice-publication-dates: Dates Pub: March 23, 30, April 6, 13, 2024: [235, 610, 396, 622]
- legal-notice: [462, 822, 678, 941]
- notice-body: The following person(s) is (are) doing business as GERARDO'S 306 KNOX AVE LOS ANGELES, CA 90039. Full name of registrant(s) is (are) GERARDO A LOZANO GAVIDIA 2004 KNOX AVE LOS ANGELES, CA 90039. This Business is conducted by: AN INDIVIDUAL. Signed: GERARDO A LOZANO GAVIDIA, OWNER.: [690, 222, 906, 297]
- notice-publication-dates: Dates Pub: MAR 02, 09, 16, 23, 2024: [1145, 995, 1286, 1007]
- notice-body: The following person(s) is (are) doing business as JUAN ROOFING 9599 WOODMAN AVE SUITE 11 ARLETA, CA 91331. Full name of registrant(s) is (are) JUAN GONZALEZ FLORES 9599 WOODMAN AVE SUITE 11 ARLETA, CA 91331. This Business is conducted by: AN INDIVIDUAL. Signed: JUAN GONZALEZ FLORES, OWNER.: [462, 968, 678, 1044]
- notice-file-number: File No. 2024-042448: [1145, 395, 1228, 406]
- notice-heading: FICTITIOUS BUSINESS NAME STATEMENT: [462, 76, 646, 86]
- notice-heading: FICTITIOUS BUSINESS NAME STATEMENT: [462, 200, 646, 212]
- notice-heading: FICTITIOUS BUSINESS NAME STATEMENT: [1145, 384, 1328, 395]
- notice-publication-dates: Dates Pub: March 23, 30, April 6, 13, 2024: [235, 351, 396, 362]
- notice-heading: FICTITIOUS BUSINESS NAME STATEMENT: [690, 757, 873, 769]
- notice-heading: FICTITIOUS BUSINESS NAME STATEMENT: [917, 984, 1101, 996]
- notice-heading: FICTITIOUS BUSINESS NAME STATEMENT: [462, 573, 646, 585]
- notice-publication-dates: Dates Pub: March 16, 23, 30, April 6, 2024: [462, 432, 624, 443]
- notice-publication-dates: Dates Pub: March 23, 30, April 6, 13, 2024: [235, 216, 396, 227]
- notice-heading: FICTITIOUS BUSINESS NAME STATEMENT: [8, 1162, 191, 1174]
- notice-publication-dates: Dates Pub: March 16, 23, 30, April 6, 2024: [235, 1129, 396, 1141]
- legal-notice: [690, 76, 906, 194]
- notice-heading: FICTITIOUS BUSINESS NAME STATEMENT: [917, 519, 1101, 531]
- column-1: [8, 76, 223, 2536]
- notice-body: The following person(s) is (are) doing business as GEORGE'S AUTO SALES 929 W ANAHEIM ST WILMINGTON, CA 90744. Full name of registrant(s) is (are) DORA ALICIA LOPEZ 929 W ANAHEIM ST WILMINGTON, CA 90744. This Business is conducted by: AN INDIVIDUAL. Signed: DORA ALICIA LOPEZ, OWNER.: [690, 335, 906, 411]
